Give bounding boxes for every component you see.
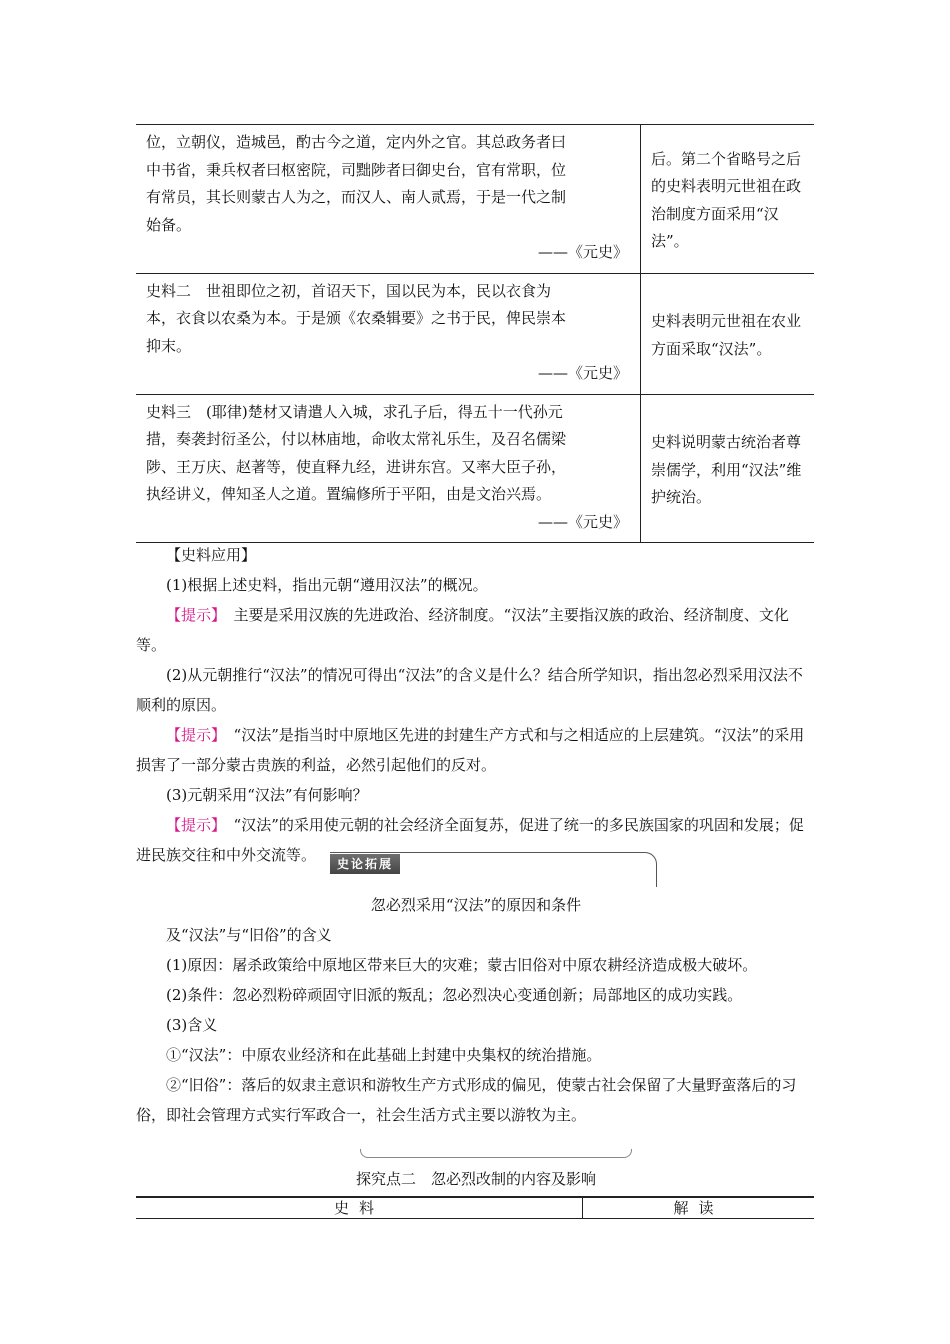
- answer-text: 主要是采用汉族的先进政治、经济制度。“汉法”主要指汉族的政治、经济制度、文化等。: [136, 606, 789, 654]
- source-line: 始备。: [146, 215, 192, 234]
- table-row: [136, 125, 814, 274]
- citation: ——《元史》: [537, 364, 628, 382]
- source-line: 执经讲义，俾知圣人之道。置编修所于平阳，由是文治兴焉。: [146, 485, 552, 503]
- reading-cell: 史料说明蒙古统治者尊崇儒学，利用“汉法”维护统治。: [651, 433, 802, 506]
- extension-section: [136, 890, 816, 1130]
- source-table: [136, 124, 814, 543]
- table-row: [136, 273, 814, 394]
- question-1: (1)根据上述史料，指出元朝“遵用汉法”的概况。: [166, 576, 488, 594]
- reading-cell: 后。第二个省略号之后的史料表明元世祖在政治制度方面采用“汉法”。: [651, 149, 802, 251]
- column-header-source: 史料: [136, 1198, 583, 1218]
- extension-paragraph: (2)条件：忽必烈粉碎顽固守旧派的叛乱；忽必烈决心变通创新；局部地区的成功实践。: [166, 986, 743, 1004]
- reading-cell: 史料表明元世祖在农业方面采取“汉法”。: [651, 312, 802, 358]
- extension-paragraph: ①“汉法”：中原农业经济和在此基础上封建中央集权的统治措施。: [166, 1046, 602, 1064]
- hint-label: 【提示】: [166, 816, 219, 834]
- answer-2: [136, 720, 816, 780]
- answer-text: “汉法”的采用使元朝的社会经济全面复苏，促进了统一的多民族国家的巩固和发展；促进民族交往和中外交流等。: [136, 816, 804, 864]
- source-line: 抑末。: [146, 336, 192, 355]
- section-heading: 【史料应用】: [166, 546, 257, 564]
- extension-paragraph: ②“旧俗”：落后的奴隶主意识和游牧生产方式形成的偏见，使蒙古社会保留了大量野蛮落后的习俗，即社会管理方式实行军政合一，社会生活方式主要以游牧为主。: [136, 1076, 797, 1124]
- column-header-reading: 解读: [673, 1199, 724, 1217]
- source-line: 位，立朝仪，造城邑，酌古今之道，定内外之官。其总政务者曰: [146, 133, 567, 151]
- extension-title: 忽必烈采用“汉法”的原因和条件: [370, 896, 582, 914]
- question-2: (2)从元朝推行“汉法”的情况可得出“汉法”的含义是什么？结合所学知识，指出忽必烈采用汉法不顺利的原因。: [136, 666, 803, 714]
- section-2-title: 探究点二 忽必烈改制的内容及影响: [355, 1170, 596, 1188]
- source-cell: [136, 273, 641, 394]
- citation: ——《元史》: [537, 512, 628, 531]
- source-line: 措，奏袭封衍圣公，付以林庙地，命收太常礼乐生，及召名儒梁: [146, 430, 567, 448]
- extension-subtitle: 及“汉法”与“旧俗”的含义: [166, 926, 332, 944]
- source-line: 中书省，秉兵权者曰枢密院，司黜陟者曰御史台，官有常职，位: [146, 160, 567, 179]
- source-line: 陟、王万庆、赵著等，使直释九经，进讲东宫。又率大臣子孙，: [146, 457, 567, 476]
- source-line: 有常员，其长则蒙古人为之，而汉人、南人贰焉，于是一代之制: [146, 188, 567, 206]
- source-line: 史料三 (耶律)楚材又请遣人入城，求孔子后，得五十一代孙元: [146, 402, 563, 421]
- source-line: 本，衣食以农桑为本。于是颁《农桑辑要》之书于民，俾民崇本: [146, 309, 567, 327]
- source-line: 史料二 世祖即位之初，首诏天下，国以民为本，民以衣食为: [146, 281, 552, 300]
- table-row: [136, 394, 814, 543]
- hint-label: 【提示】: [166, 606, 219, 624]
- application-section: [136, 540, 816, 870]
- question-3: (3)元朝采用“汉法”有何影响？: [166, 786, 368, 804]
- source-cell: [136, 394, 641, 543]
- extension-paragraph: (3)含义: [166, 1016, 218, 1034]
- answer-text: “汉法”是指当时中原地区先进的封建生产方式和与之相适应的上层建筑。“汉法”的采用损害了一部分蒙古贵族的利益，必然引起他们的反对。: [136, 726, 805, 774]
- extension-banner: [330, 852, 657, 887]
- answer-1: [136, 600, 816, 660]
- divider: [360, 1149, 632, 1158]
- hint-label: 【提示】: [166, 726, 219, 744]
- source-cell: [136, 125, 641, 274]
- citation: ——《元史》: [537, 243, 628, 261]
- extension-paragraph: (1)原因：屠杀政策给中原地区带来巨大的灾难；蒙古旧俗对中原农耕经济造成极大破坏。: [166, 956, 758, 974]
- section-2-table-header: [136, 1196, 814, 1219]
- banner-label: 史论拓展: [330, 854, 400, 874]
